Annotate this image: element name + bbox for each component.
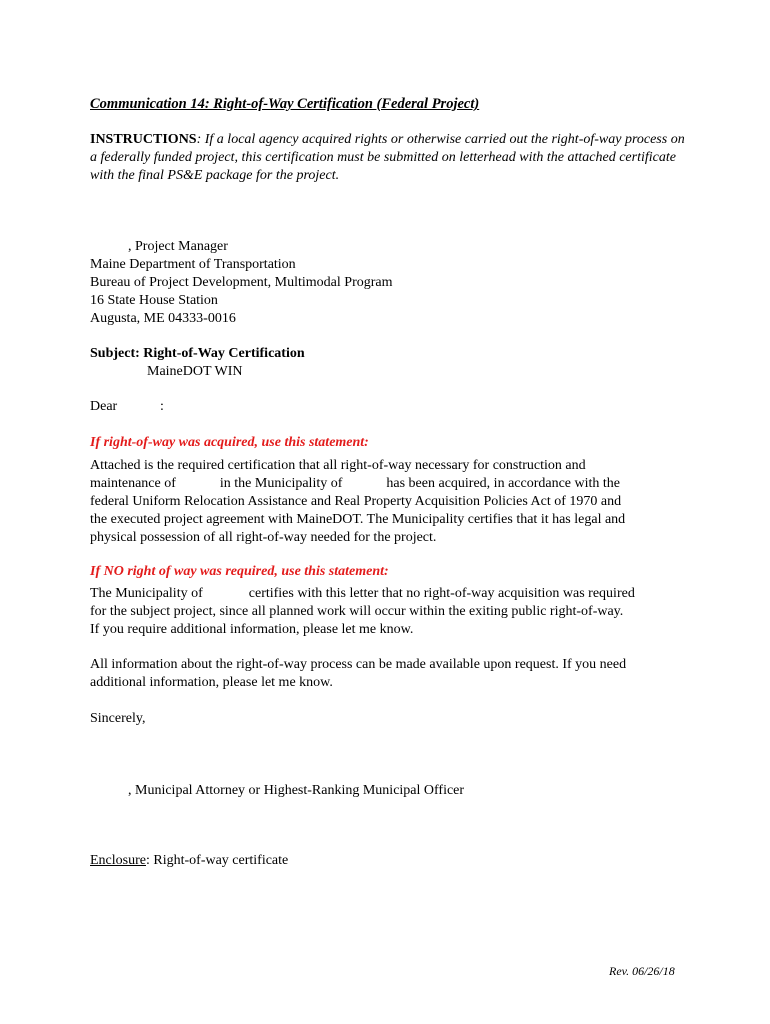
not-required-line-part: certifies with this letter that no right-of-way acquisition was required xyxy=(248,586,635,601)
revision-date: Rev. 06/26/18 xyxy=(609,964,675,978)
instructions-paragraph xyxy=(90,131,690,185)
acquired-line-part: has been acquired, in accordance with the xyxy=(386,476,621,491)
enclosure-text: : Right-of-way certificate xyxy=(145,853,289,868)
acquired-paragraph xyxy=(90,457,625,547)
subject-line: Subject: Right-of-Way Certification xyxy=(90,346,305,361)
acquired-line: physical possession of all right-of-way needed for the project. xyxy=(90,530,437,545)
acquired-line-part: in the Municipality of xyxy=(219,476,343,491)
address-line-department: Maine Department of Transportation xyxy=(90,257,296,272)
subject-win: MaineDOT WIN xyxy=(147,364,243,379)
not-required-line xyxy=(90,585,635,603)
info-paragraph xyxy=(90,656,626,692)
enclosure-line xyxy=(90,852,288,870)
acquired-line: federal Uniform Relocation Assistance and Real Property Acquisition Policies Act of 1970 and xyxy=(90,494,622,509)
instructions-label: INSTRUCTIONS xyxy=(90,132,197,147)
recipient-address xyxy=(90,238,393,328)
salutation xyxy=(90,398,164,416)
not-required-paragraph xyxy=(90,585,635,639)
enclosure-label: Enclosure xyxy=(90,853,146,868)
closing: Sincerely, xyxy=(90,711,146,726)
instructions-text: : If a local agency acquired rights or otherwise carried out the right-of-way process on a federally funded project, this certification must be submitted on letterhead with the attached certificate with the final PS&E package for the project. xyxy=(90,132,685,183)
not-required-line: for the subject project, since all planned work will occur within the exiting public right-of-way. xyxy=(90,604,624,619)
acquired-line-part: maintenance of xyxy=(90,476,176,491)
acquired-line xyxy=(90,475,625,493)
not-required-heading: If NO right of way was required, use this statement: xyxy=(90,564,389,579)
address-line-city: Augusta, ME 04333-0016 xyxy=(90,311,236,326)
acquired-line: Attached is the required certification that all right-of-way necessary for construction and xyxy=(90,458,586,473)
info-line: additional information, please let me know. xyxy=(90,675,333,690)
document-title: Communication 14: Right-of-Way Certification (Federal Project) xyxy=(90,96,480,112)
signature-line: , Municipal Attorney or Highest-Ranking Municipal Officer xyxy=(128,783,465,798)
info-line: All information about the right-of-way process can be made available upon request. If you need xyxy=(90,657,627,672)
acquired-line: the executed project agreement with MaineDOT. The Municipality certifies that it has legal and xyxy=(90,512,626,527)
salutation-colon: : xyxy=(160,399,164,414)
address-line-manager: , Project Manager xyxy=(128,239,228,254)
salutation-dear: Dear xyxy=(90,399,118,414)
address-line-bureau: Bureau of Project Development, Multimodal Program xyxy=(90,275,393,290)
address-line-station: 16 State House Station xyxy=(90,293,218,308)
acquired-heading: If right-of-way was acquired, use this statement: xyxy=(90,435,369,450)
not-required-line: If you require additional information, please let me know. xyxy=(90,622,414,637)
not-required-line-part: The Municipality of xyxy=(90,586,203,601)
